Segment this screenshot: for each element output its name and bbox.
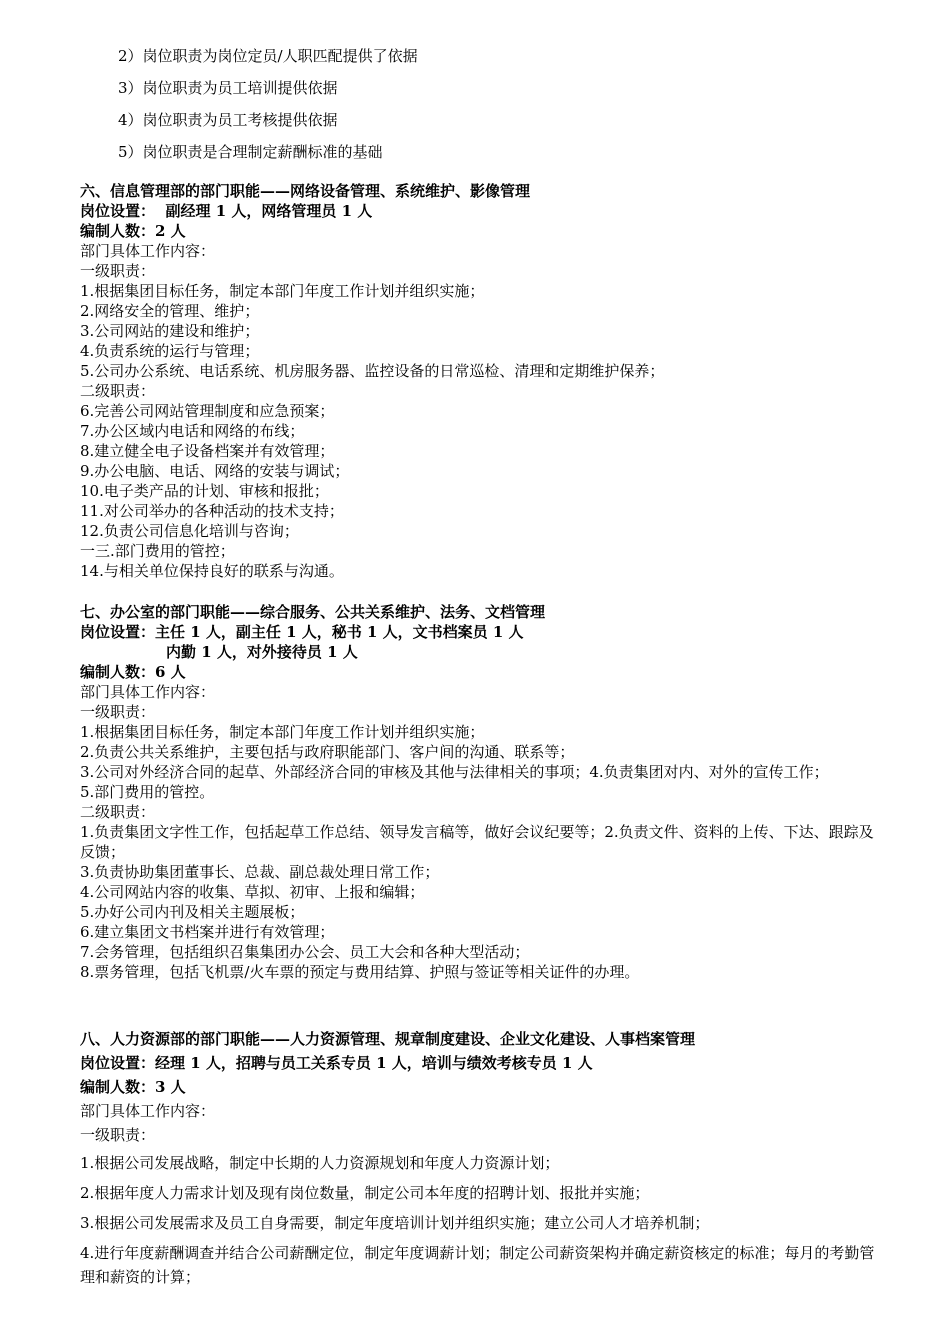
staff-label: 编制人数：	[80, 222, 156, 240]
staff-value: 2 人	[155, 222, 186, 240]
duty-item: 6.建立集团文书档案并进行有效管理；	[80, 923, 335, 941]
intro-item: 5）岗位职责是合理制定薪酬标准的基础	[118, 143, 383, 161]
intro-list	[118, 40, 418, 168]
duty-item: 8.建立健全电子设备档案并有效管理；	[80, 442, 335, 460]
level1-heading: 一级职责：	[80, 703, 156, 721]
staff-label: 编制人数：	[80, 663, 156, 681]
posts-value: 副经理 1 人，网络管理员 1 人	[165, 202, 373, 220]
staff-value: 3 人	[155, 1078, 186, 1096]
duty-item: 3.公司网站的建设和维护；	[80, 322, 260, 340]
staff-line	[80, 1075, 880, 1099]
content-heading: 部门具体工作内容：	[80, 242, 216, 260]
duty-item: 6.完善公司网站管理制度和应急预案；	[80, 402, 335, 420]
section-8	[80, 1027, 880, 1289]
duty-item: 2.网络安全的管理、维护；	[80, 302, 260, 320]
duty-item: 5.办好公司内刊及相关主题展板；	[80, 903, 305, 921]
level1-heading: 一级职责：	[80, 1126, 156, 1144]
section-title: 八、人力资源部的部门职能——人力资源管理、规章制度建设、企业文化建设、人事档案管理	[80, 1030, 696, 1048]
duty-item: 1.根据公司发展战略，制定中长期的人力资源规划和年度人力资源计划；	[80, 1154, 560, 1172]
section-title: 七、办公室的部门职能——综合服务、公共关系维护、法务、文档管理	[80, 603, 546, 621]
duty-item: 3.根据公司发展需求及员工自身需要，制定年度培训计划并组织实施；建立公司人才培养机制；	[80, 1214, 710, 1232]
duty-item: 3.公司对外经济合同的起草、外部经济合同的审核及其他与法律相关的事项；4.负责集团对内、对外的宣传工作；	[80, 763, 829, 781]
section-title: 六、信息管理部的部门职能——网络设备管理、系统维护、影像管理	[80, 182, 531, 200]
staff-value: 6 人	[155, 663, 186, 681]
level1-heading: 一级职责：	[80, 262, 156, 280]
duty-item: 4.负责系统的运行与管理；	[80, 342, 260, 360]
duty-item: 8.票务管理，包括飞机票/火车票的预定与费用结算、护照与签证等相关证件的办理。	[80, 963, 640, 981]
duty-item: 1.根据集团目标任务，制定本部门年度工作计划并组织实施；	[80, 723, 485, 741]
duty-item: 一三.部门费用的管控；	[80, 542, 235, 560]
level2-heading: 二级职责：	[80, 803, 156, 821]
duty-item: 9.办公电脑、电话、网络的安装与调试；	[80, 462, 350, 480]
duty-item: 7.办公区域内电话和网络的布线；	[80, 422, 305, 440]
duty-item: 14.与相关单位保持良好的联系与沟通。	[80, 562, 344, 580]
posts-line: 岗位设置：经理 1 人，招聘与员工关系专员 1 人，培训与绩效考核专员 1 人	[80, 1054, 593, 1072]
intro-item: 3）岗位职责为员工培训提供依据	[118, 79, 338, 97]
intro-item: 2）岗位职责为岗位定员/人职匹配提供了依据	[118, 47, 418, 65]
section-6	[80, 181, 880, 581]
duty-item: 4.公司网站内容的收集、草拟、初审、上报和编辑；	[80, 883, 425, 901]
posts-line: 岗位设置：主任 1 人，副主任 1 人，秘书 1 人，文书档案员 1 人	[80, 623, 524, 641]
staff-line	[80, 221, 880, 241]
duty-item: 11.对公司举办的各种活动的技术支持；	[80, 502, 344, 520]
duty-item: 1.根据集团目标任务，制定本部门年度工作计划并组织实施；	[80, 282, 485, 300]
duty-item: 2.负责公共关系维护，主要包括与政府职能部门、客户间的沟通、联系等；	[80, 743, 575, 761]
duty-item: 4.进行年度薪酬调查并结合公司薪酬定位，制定年度调薪计划；制定公司薪资架构并确定薪资核定的标准；每月的考勤管理和薪资的计算；	[80, 1244, 875, 1286]
staff-label: 编制人数：	[80, 1078, 156, 1096]
content-heading: 部门具体工作内容：	[80, 1102, 216, 1120]
content-heading: 部门具体工作内容：	[80, 683, 216, 701]
duty-item: 1.负责集团文字性工作，包括起草工作总结、领导发言稿等，做好会议纪要等；2.负责文件、资料的上传、下达、跟踪及反馈；	[80, 823, 874, 861]
duty-item: 2.根据年度人力需求计划及现有岗位数量，制定公司本年度的招聘计划、报批并实施；	[80, 1184, 650, 1202]
posts-line	[80, 201, 880, 221]
intro-item: 4）岗位职责为员工考核提供依据	[118, 111, 338, 129]
duty-item: 5.公司办公系统、电话系统、机房服务器、监控设备的日常巡检、清理和定期维护保养；	[80, 362, 665, 380]
posts-label: 岗位设置：	[80, 202, 156, 220]
duty-item: 10.电子类产品的计划、审核和报批；	[80, 482, 329, 500]
posts-line-continued: 内勤 1 人，对外接待员 1 人	[166, 643, 358, 661]
level2-heading: 二级职责：	[80, 382, 156, 400]
duty-item: 5.部门费用的管控。	[80, 783, 215, 801]
duty-item: 7.会务管理，包括组织召集集团办公会、员工大会和各种大型活动；	[80, 943, 530, 961]
section-7	[80, 602, 880, 982]
duty-item: 3.负责协助集团董事长、总裁、副总裁处理日常工作；	[80, 863, 440, 881]
duty-item: 12.负责公司信息化培训与咨询；	[80, 522, 299, 540]
staff-line	[80, 662, 880, 682]
